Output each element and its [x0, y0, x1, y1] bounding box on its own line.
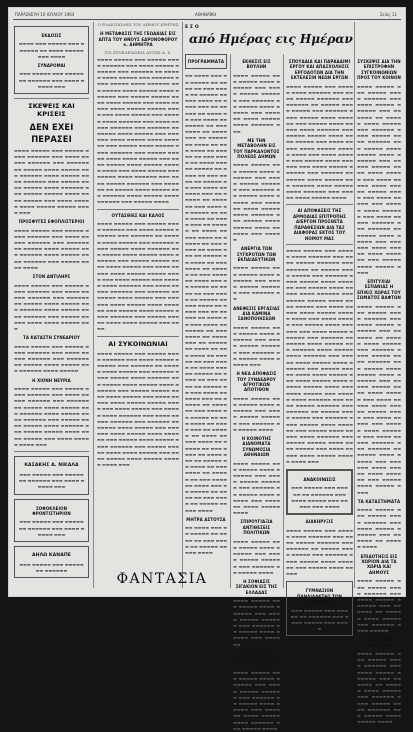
section-heading: ΣΤΟΝ ΑΝΤΙΛΗΡΣ [32, 274, 71, 280]
program-listing: ▬▬ ▬▬▬▬ ▬▬▬ ▬▬ ▬▬▬▬▬ ▬▬ ▬▬▬▬ ▬▬ ▬▬▬ ▬▬▬▬ ▬▬ ▬▬▬▬▬ ▬▬ ▬▬▬ ▬▬▬▬ ▬▬ ▬▬▬▬ ▬▬▬ ▬▬ ▬▬▬▬▬ ▬▬ ▬▬▬▬ ▬▬ ▬▬▬ ▬▬▬▬ ▬▬ ▬▬▬▬▬ ▬▬ ▬▬▬ ▬▬▬▬ ▬▬ ▬▬▬▬ ▬▬▬ ▬▬ ▬▬▬▬▬ ▬▬ ▬▬▬▬ ▬▬ ▬▬▬ ▬▬▬▬ ▬▬ ▬▬▬▬▬ ▬▬ ▬▬▬ ▬▬▬▬ ▬▬ ▬▬▬▬ ▬▬▬ ▬▬ ▬▬▬▬▬ ▬▬ ▬▬▬▬ ▬▬ ▬▬▬ ▬▬▬▬ ▬▬ ▬▬▬▬▬ ▬▬ ▬▬▬ ▬▬▬▬ ▬▬ ▬▬▬▬ ▬▬▬ ▬▬ ▬▬▬▬▬ ▬▬ ▬▬▬▬ ▬▬ ▬▬▬ ▬▬▬▬ ▬▬ ▬▬▬▬▬ ▬▬ ▬▬▬ ▬▬▬▬ ▬▬ ▬▬▬▬ ▬▬▬ ▬▬ ▬▬▬▬▬ ▬▬ ▬▬▬▬ ▬▬ ▬▬▬ ▬▬▬▬ ▬▬ ▬▬▬▬▬ ▬▬ ▬▬▬ ▬▬▬▬ ▬▬ ▬▬▬▬ ▬▬▬ ▬▬ ▬▬▬▬▬ ▬▬ ▬▬▬▬ ▬▬ ▬▬▬ ▬▬▬▬ ▬▬ ▬▬▬▬▬ ▬▬ ▬▬▬ ▬▬▬▬ ▬▬ ▬▬▬▬ ▬▬▬ ▬▬ ▬▬▬▬▬ ▬▬ ▬▬▬▬ ▬▬ ▬▬▬ ▬▬▬▬ ▬▬ ▬▬▬▬▬ ▬▬ ▬▬▬ ▬▬▬▬ ▬▬ ▬▬▬▬ ▬▬▬ ▬▬ ▬▬▬▬▬ ▬▬ ▬▬▬▬ ▬▬ ▬▬▬ ▬▬▬▬ ▬▬ ▬▬▬▬▬ ▬▬ ▬▬▬ ▬▬▬▬ ▬▬ ▬▬▬▬ ▬▬▬ ▬▬ ▬▬▬▬▬ ▬▬ ▬▬▬▬ ▬▬ ▬▬▬ ▬▬▬▬ ▬▬ ▬▬▬▬▬ ▬▬ ▬▬▬ ▬▬▬▬ ▬▬ ▬▬▬▬ ▬▬▬ ▬▬ ▬▬▬▬▬ ▬▬ ▬▬▬▬ ▬▬ ▬▬▬ ▬▬▬▬ ▬▬ ▬▬▬▬▬ ▬▬ ▬▬▬ ▬▬▬▬ ▬▬ ▬▬▬▬ ▬▬▬ ▬▬ ▬▬▬▬▬ ▬▬ ▬▬▬▬ ▬▬ ▬▬▬ ▬▬▬▬ ▬▬ ▬▬▬▬▬ ▬▬ ▬▬▬ ▬▬▬▬ ▬▬ ▬▬▬▬ ▬▬▬ ▬▬ ▬▬▬▬▬ ▬▬ ▬▬▬▬ ▬▬ ▬▬▬ ▬▬▬▬ ▬▬ ▬▬▬▬▬ ▬▬ ▬▬▬ ▬▬▬▬ ▬▬ ▬▬▬▬ ▬▬▬ ▬▬ ▬▬▬▬▬ ▬▬ ▬▬▬▬ ▬▬ ▬▬▬ ▬▬▬▬ ▬▬ ▬▬▬▬▬ ▬▬ ▬▬▬ ▬▬▬▬ ▬▬ ▬▬▬▬ ▬▬▬ ▬▬ ▬▬▬▬▬ ▬▬ ▬▬▬▬ ▬▬ ▬▬▬ ▬▬▬▬ ▬▬ ▬▬▬▬▬ ▬▬ ▬▬▬ ▬▬▬▬ [185, 73, 227, 513]
column-rule [93, 22, 94, 588]
article-text: ▬▬▬▬ ▬▬▬▬▬ ▬▬▬ ▬▬▬▬▬ ▬▬▬▬ ▬▬▬▬▬▬ ▬▬▬ ▬▬▬▬ ▬▬▬▬▬ ▬▬▬▬▬▬ ▬▬▬ ▬▬▬▬▬▬ ▬▬ ▬▬▬▬▬ ▬▬▬▬ [357, 507, 401, 550]
headline-main: ΣΚΕΨΕΙΣ ΚΑΙ ΚΡΙΣΕΙΣ [28, 102, 75, 119]
article-text: ▬▬▬▬ ▬▬▬▬▬ ▬▬▬ ▬▬▬▬▬ ▬▬▬▬ ▬▬▬▬▬▬ ▬▬▬ ▬▬▬▬ ▬▬▬▬▬ ▬▬▬▬▬▬ ▬▬▬ ▬▬▬▬▬▬ ▬▬ ▬▬▬▬▬ ▬▬▬▬ ▬▬▬▬▬ ▬▬▬ ▬▬▬▬▬▬ ▬▬▬▬ ▬▬▬▬▬ [14, 343, 89, 374]
box-heading: ΣΥΝΔΡΟΜΑΙ [37, 63, 66, 69]
rule [286, 244, 353, 245]
headline: Η ΚΟΙΝΟΤΗΣ ΔΙΑΝΟΜΑΤΑ ΣΥΝΩΜΟΣΙΑ ΑΘΗΝΑΙΩΝ [241, 436, 272, 458]
article-text: ▬▬▬▬ ▬▬▬▬▬ ▬▬▬ ▬▬▬▬▬ ▬▬▬▬ ▬▬▬▬▬▬ ▬▬▬ ▬▬▬▬ ▬▬▬▬▬ ▬▬▬▬▬▬ ▬▬▬ ▬▬▬▬▬▬ ▬▬ ▬▬▬▬▬ ▬▬▬▬ ▬▬▬▬▬ ▬▬▬ ▬▬▬▬▬▬ ▬▬▬▬ ▬▬▬▬▬ ▬▬▬▬ ▬▬▬▬▬▬ ▬▬▬ ▬▬▬▬▬ ▬▬▬▬ ▬▬▬▬▬ ▬▬▬▬ ▬▬▬▬▬▬ ▬▬▬ ▬▬▬▬▬ ▬▬▬▬▬ ▬▬▬▬ ▬▬▬▬ ▬▬▬▬▬ ▬▬▬ ▬▬▬▬ ▬▬▬▬▬ ▬▬▬▬ ▬▬▬▬▬ ▬▬▬▬▬ ▬▬▬▬ ▬▬▬ [14, 148, 89, 216]
advert-title: ΔΗΛΩ ΚΑΝΑΠΕ [31, 553, 72, 559]
text-block: ▬▬▬ ▬▬▬▬▬ ▬▬▬ ▬▬▬▬▬ ▬▬ ▬▬▬▬▬▬ ▬▬▬ ▬▬▬▬ ▬▬▬▬▬ ▬▬▬ [18, 71, 85, 89]
rule [97, 336, 179, 337]
column-rule [230, 54, 231, 588]
advert-text: ▬▬▬ ▬▬▬▬▬ ▬▬▬ ▬▬▬▬▬ ▬▬ ▬▬▬▬▬▬ ▬▬▬ ▬▬▬▬ ▬▬▬▬▬ ▬▬▬ ▬▬▬▬ [290, 607, 349, 632]
box-heading: ΕΚΔΟΣΙΣ [41, 33, 62, 38]
column-rule [283, 54, 284, 588]
advert-text: ▬▬▬ ▬▬▬▬▬ ▬▬▬ ▬▬▬▬▬ ▬▬ ▬▬▬▬▬▬ [19, 562, 84, 574]
article-text: ▬▬▬▬ ▬▬▬▬▬ ▬▬▬ ▬▬▬▬▬ ▬▬▬▬ ▬▬▬▬▬▬ ▬▬▬ ▬▬▬▬ ▬▬▬▬▬ ▬▬▬▬▬▬ ▬▬▬ ▬▬▬▬▬▬ ▬▬ ▬▬▬▬▬ ▬▬▬▬ ▬▬▬▬▬ ▬▬▬ ▬▬▬▬▬▬ ▬▬▬▬ ▬▬▬▬▬ ▬▬▬▬ ▬▬▬▬▬▬ ▬▬▬ ▬▬▬▬▬ ▬▬▬▬ ▬▬▬▬▬ ▬▬▬▬ ▬▬▬▬▬▬ ▬▬▬ ▬▬▬▬▬ ▬▬▬▬▬ ▬▬▬▬ ▬▬▬▬ ▬▬▬▬▬ ▬▬▬ ▬▬▬▬ ▬▬▬▬▬ ▬▬▬▬ ▬▬▬▬▬ ▬▬▬▬▬ ▬▬▬▬ ▬▬▬ ▬▬▬▬ ▬▬▬▬▬ ▬▬▬ ▬▬▬▬▬ ▬▬▬▬ ▬▬▬▬▬▬ ▬▬▬ ▬▬▬▬ ▬▬▬▬▬ ▬▬▬▬▬▬ ▬▬▬ ▬▬▬▬▬▬ ▬▬ ▬▬▬▬▬ ▬▬▬▬ ▬▬▬▬▬ ▬▬▬ ▬▬▬▬▬▬ ▬▬▬▬ ▬▬▬▬▬ ▬▬▬▬ ▬▬▬▬▬▬ ▬▬▬ ▬▬▬▬▬ ▬▬▬▬ ▬▬▬▬▬ ▬▬▬▬ [357, 303, 401, 495]
headline: ΟΥΤΑΣΘΙΕΣ ΚΑΙ ΚΑΛΟΣ [111, 212, 165, 218]
headline: ΑΙ ΑΠΟΦΑΣΕΙΣ ΤΗΣ ΑΡΜΟΔΙΑΣ ΕΠΙΤΡΟΠΗΣ ΔΙΕΡΓΟΝ ΠΡΟΣΘΕΤΑ ΠΑΡΑΘΕΣΙΩΝ ΔΙΑ ΤΑΣ ΔΙΑΦΟΡΑΣ ΕΚΤΟΣ ΤΟΥ ΝΟΜΟΥ ΜΑΣ [292, 208, 347, 241]
section-headline: ΑΙ ΣΥΚΟΙΝΩΝΙΑΙ [108, 339, 168, 348]
kicker: Ο ΕΛΑΙΟΠΩΛΗΣ ΤΟΥ ΔΗΜΟΥ ΚΡΗΤΗΣ [97, 22, 179, 27]
rule [14, 98, 89, 99]
announcement-box [286, 469, 353, 515]
headline: ΑΝΕΡΓΙΑ ΤΩΝ ΣΥΓΚΡΟΤΩΝ ΤΩΝ ΕΚΠΑΙΔΕΥΤΙΚΩΝ [236, 246, 277, 262]
header-page-number: Σελίς 11 [379, 12, 397, 17]
advert-box [14, 499, 89, 542]
headline: ΣΠΙΡΟΥΓΙΑΞΙΑ ΑΝΤΙΘΕΣΕΙΣ ΠΟΛΙΤΙΚΩΝ [240, 519, 273, 536]
column-4 [233, 56, 280, 731]
headline: ΔΙΑΚΗΡΥΞΙΣ [305, 519, 334, 525]
headline: ΣΥΣΚΕΨΙΣ ΔΙΑ ΤΗΝ ΕΠΙΣΤΡΟΦΗΝ ΣΥΓΚΟΙΝΩΝΙΩΝ ΠΡΟΣ ΤΟΥ ΚΟΙΝΟΝ [357, 59, 401, 81]
headline: ΕΠΙΤΥΧΙΑΙ ΕΣΠΑΝΙΑΣ Η ΕΠΙΚΙΣ ΧΩΡΑΣ ΤΟΥ ΣΩΜΑΤΟΣ ΒΑΦΤΩΝ [357, 278, 401, 301]
masthead-box [14, 26, 89, 94]
advert-box [14, 456, 89, 495]
column-5 [286, 56, 353, 632]
article-text: ▬▬▬▬ ▬▬▬▬▬ ▬▬▬ ▬▬▬▬▬ ▬▬▬▬ ▬▬▬▬▬▬ ▬▬▬ ▬▬▬▬ ▬▬▬▬▬ ▬▬▬▬▬▬ ▬▬▬ ▬▬▬▬▬▬ ▬▬ ▬▬▬▬▬ ▬▬▬▬ ▬▬▬▬▬ ▬▬▬ ▬▬▬▬▬▬ ▬▬▬▬ ▬▬▬▬▬ ▬▬▬▬ ▬▬▬▬▬▬ ▬▬▬ ▬▬▬▬▬ ▬▬▬▬ ▬▬▬▬ [14, 227, 89, 270]
article-text: ▬▬▬▬ ▬▬▬▬▬ ▬▬▬ ▬▬▬▬▬ ▬▬▬▬ ▬▬▬▬▬▬ ▬▬▬ ▬▬▬▬ ▬▬▬▬▬ ▬▬▬▬▬▬ ▬▬▬ ▬▬▬▬▬▬ ▬▬ ▬▬▬▬▬ ▬▬▬▬ ▬▬▬▬▬ ▬▬▬ ▬▬▬▬▬▬ ▬▬▬▬ ▬▬▬▬▬ ▬▬▬▬ ▬▬▬▬▬▬ ▬▬▬ ▬▬▬▬▬ ▬▬▬▬ ▬▬▬▬▬ ▬▬▬▬ ▬▬▬▬▬▬ ▬▬▬ ▬▬▬▬▬ ▬▬▬▬▬ ▬▬▬▬ ▬▬▬▬ ▬▬▬▬▬ ▬▬▬ ▬▬▬▬ ▬▬▬▬▬ ▬▬▬▬ ▬▬▬▬▬ ▬▬▬▬▬ ▬▬▬▬ ▬▬▬ ▬▬▬▬ ▬▬▬▬▬ ▬▬▬ ▬▬▬▬▬ ▬▬▬▬ ▬▬▬▬▬▬ ▬▬▬ ▬▬▬▬ ▬▬▬▬▬ ▬▬▬▬▬▬ ▬▬▬ ▬▬▬▬▬▬ ▬▬ ▬▬▬▬▬ ▬▬▬▬ ▬▬▬▬▬ ▬▬▬ ▬▬▬▬▬▬ ▬▬▬▬ ▬▬▬▬▬ ▬▬▬▬ ▬▬▬▬▬▬ ▬▬▬ ▬▬▬▬▬ ▬▬▬▬ ▬▬▬▬▬ ▬▬▬▬ [286, 83, 353, 201]
headline: Η ΝΕΑ ΑΠΟΦΑΣΙΣ ΤΟΥ ΣΥΝΔΕΔΡΟΥ ΑΓΡΟΤΙΚΩΝ ΑΠΟΤΙΘΟΝ [236, 371, 277, 393]
section-heading: ΠΡΟΣΦΥΓΕΣ ΕΦΟΠΛΙΣΤΕΡΙΟΙ [18, 219, 85, 225]
column-rule [182, 22, 183, 588]
column-2 [97, 22, 179, 590]
headline: Η ΣΟΦΙΑΣΙΣ ΣΙΓΑΚΙΟΝ ΕΙΣ ΤΗΣ ΕΛΛΑΔΑΣ [235, 578, 278, 595]
section-heading: ΤΑ ΚΑΤΑΣΤΗ ΣΥΝΕΔΡΙΟΥ [23, 335, 80, 341]
article-text: ▬▬▬▬ ▬▬▬▬▬ ▬▬▬ ▬▬▬▬▬ ▬▬▬▬ ▬▬▬▬▬▬ ▬▬▬ ▬▬▬▬ ▬▬▬▬▬ ▬▬▬▬▬▬ ▬▬▬ ▬▬▬▬▬▬ ▬▬ ▬▬▬▬▬ ▬▬▬▬ ▬▬▬▬▬ ▬▬▬ ▬▬▬▬▬▬ ▬▬▬▬ ▬▬▬▬▬ ▬▬▬▬ [233, 460, 280, 516]
article-text: ▬▬▬▬ ▬▬▬▬▬ ▬▬▬ ▬▬▬▬▬ ▬▬▬▬ ▬▬▬▬▬▬ ▬▬▬ ▬▬▬▬ ▬▬▬▬▬ ▬▬▬▬▬▬ ▬▬▬ ▬▬▬▬▬▬ ▬▬ ▬▬▬▬▬ ▬▬▬▬ ▬▬▬▬▬ ▬▬▬ ▬▬▬▬▬▬ [233, 598, 280, 647]
article-text: ▬▬▬▬ ▬▬▬▬▬ ▬▬▬ ▬▬▬▬▬ ▬▬▬▬ ▬▬▬▬▬▬ ▬▬▬ ▬▬▬▬ ▬▬▬▬▬ ▬▬▬▬▬▬ ▬▬▬ ▬▬▬▬▬▬ ▬▬ ▬▬▬▬▬ ▬▬▬▬ ▬▬▬▬▬ ▬▬▬ ▬▬▬▬▬▬ ▬▬▬▬ ▬▬▬▬▬ ▬▬▬▬ ▬▬▬▬▬▬ ▬▬▬ ▬▬▬▬▬ ▬▬▬▬ ▬▬▬▬▬ ▬▬▬▬ ▬▬▬▬▬▬ ▬▬▬ ▬▬▬▬▬ ▬▬▬▬▬ ▬▬▬▬ ▬▬▬▬ ▬▬▬▬▬ ▬▬▬ ▬▬▬▬ ▬▬▬▬▬ ▬▬▬▬ ▬▬▬ [14, 385, 89, 447]
article-text: ▬▬▬▬ ▬▬▬▬▬ ▬▬▬ ▬▬▬▬▬ ▬▬▬▬ ▬▬▬▬▬▬ ▬▬▬ ▬▬▬▬ ▬▬▬▬▬ ▬▬▬▬▬▬ ▬▬▬ ▬▬▬▬▬▬ ▬▬ [233, 265, 280, 302]
advert-box [286, 581, 353, 636]
article-text: ▬▬▬▬ ▬▬▬▬▬ ▬▬▬ ▬▬▬▬▬ ▬▬▬▬ ▬▬▬▬▬▬ ▬▬▬ ▬▬▬▬ ▬▬▬▬▬ ▬▬▬▬▬▬ ▬▬▬ ▬▬▬▬▬▬ ▬▬ ▬▬▬▬▬ ▬▬▬▬ ▬▬▬▬▬ ▬▬▬ ▬▬▬▬▬▬ ▬▬▬▬ ▬▬▬▬▬ ▬▬▬▬ ▬▬▬▬▬▬ ▬▬▬ [233, 72, 280, 134]
banner-title: από Ημέρας εις Ημέραν [189, 32, 353, 46]
column-title: Ε Σ Ο [185, 25, 199, 30]
headline: ΕΠΙΔΟΤΗΣΙΣ ΕΙΣ ΧΩΡΙΟΝ ΔΙΑ ΤΑ ΧΩΡΙΑ ΚΑΙ ΔΗΜΟΥΣ [360, 553, 398, 575]
article-text: ▬▬▬▬ ▬▬▬▬▬ ▬▬▬ ▬▬▬▬▬ ▬▬▬▬ ▬▬▬▬▬▬ ▬▬▬ ▬▬▬▬ ▬▬▬▬▬ ▬▬▬▬▬▬ ▬▬▬ ▬▬▬▬▬▬ ▬▬ ▬▬▬▬▬ ▬▬▬▬ ▬▬▬▬▬ ▬▬▬ ▬▬▬▬▬▬ ▬▬▬▬ ▬▬▬▬▬ ▬▬▬▬ ▬▬▬▬▬▬ ▬▬▬ ▬▬▬▬▬ ▬▬▬▬ [233, 669, 280, 731]
header-masthead: ΑΘΗΝΑΪΚΗ [195, 12, 217, 17]
article-text: ▬▬▬▬ ▬▬▬▬▬ ▬▬▬ ▬▬▬▬▬ ▬▬▬▬ ▬▬▬▬▬▬ ▬▬▬ ▬▬▬▬ ▬▬▬▬▬ ▬▬▬▬▬▬ ▬▬▬ ▬▬▬▬▬▬ ▬▬ ▬▬▬▬▬ ▬▬▬▬ [233, 395, 280, 432]
headline: ΤΑ ΚΑΤΑΣΤΗΜΑΤΑ [357, 498, 401, 504]
headline: ΕΚΘΕΣΙΣ ΕΙΣ ΒΟΥΛΗΝ [242, 59, 271, 70]
advert-title: ΓΥΜΝΑΣΙΟΝ ΠΑΝΔΙΔΑΚΤΗΣ ΤΩΝ ΚΛΑΣΣΙΚΩΝ [297, 588, 342, 605]
article-text: ▬▬▬▬ ▬▬▬▬▬ ▬▬▬ ▬▬▬▬▬ ▬▬▬▬ ▬▬▬▬▬▬ ▬▬▬ ▬▬▬▬ ▬▬▬▬▬ ▬▬▬▬▬▬ ▬▬▬ ▬▬▬▬▬▬ ▬▬ ▬▬▬▬▬ ▬▬▬▬ ▬▬▬▬▬ ▬▬▬ ▬▬▬▬▬▬ ▬▬▬▬ ▬▬▬▬▬ ▬▬▬▬ ▬▬▬▬▬▬ ▬▬▬ ▬▬▬▬▬ ▬▬▬▬▬ ▬▬▬▬ ▬▬▬▬ ▬▬▬▬▬ ▬▬▬ [14, 282, 89, 331]
announcement-title: ΑΝΑΚΟΙΝΩΣΙΣ [303, 477, 336, 483]
headline: ΑΝΕΦΕΣΙΣ ΕΡΓΑΣΙΑΣ ΔΙΑ ΚΑΜΙΝΑ ΣΑΝΟΠΟΙΗΣΕΩΝ [233, 305, 280, 322]
subheading: ΤΙΣ ΣΥΝΕΔΡΙΑΣΕΙΣ ΑΥΤΗΣ Α. Σ. [104, 50, 172, 56]
article-text: ▬▬▬▬ ▬▬▬▬▬ ▬▬▬ ▬▬▬▬▬ ▬▬▬▬ ▬▬▬▬▬▬ ▬▬▬ ▬▬▬▬ ▬▬▬▬▬ ▬▬▬▬▬▬ ▬▬▬ ▬▬▬▬▬▬ ▬▬ ▬▬▬▬▬ ▬▬▬▬ ▬▬▬▬▬ ▬▬▬ ▬▬▬▬▬▬ ▬▬▬▬ ▬▬▬▬▬ ▬▬▬▬ ▬▬▬▬▬▬ ▬▬▬ ▬▬▬▬▬ ▬▬▬▬ ▬▬▬▬▬ ▬▬▬▬ ▬▬▬▬▬▬ ▬▬▬ ▬▬▬▬▬ [233, 162, 280, 242]
article-text: ▬▬▬▬ ▬▬▬▬▬ ▬▬▬ ▬▬▬▬▬ ▬▬▬▬ ▬▬▬▬▬▬ ▬▬▬ ▬▬▬▬ ▬▬▬▬▬ ▬▬▬▬▬▬ ▬▬▬ ▬▬▬▬▬▬ ▬▬ ▬▬▬▬▬ ▬▬▬▬ ▬▬▬▬▬ ▬▬▬ ▬▬▬▬▬▬ ▬▬▬▬ ▬▬▬▬▬ ▬▬▬▬ ▬▬▬▬▬▬ ▬▬▬ ▬▬▬▬▬ ▬▬▬▬ ▬▬▬▬▬ ▬▬▬▬ ▬▬▬▬▬▬ ▬▬▬ ▬▬▬▬▬ ▬▬▬▬▬ ▬▬▬▬ ▬▬▬▬ ▬▬▬▬▬ ▬▬▬ ▬▬▬▬ ▬▬▬▬▬ ▬▬▬▬ ▬▬▬▬▬ ▬▬▬▬▬ ▬▬▬▬ ▬▬▬ ▬▬▬▬ ▬▬▬▬▬ ▬▬▬ ▬▬▬▬▬ ▬▬▬▬ ▬▬▬▬▬▬ ▬▬▬ ▬▬▬▬ ▬▬▬▬▬ ▬▬▬▬▬▬ ▬▬▬ ▬▬▬▬▬▬ ▬▬ ▬▬▬▬▬ ▬▬▬▬ ▬▬▬▬▬ ▬▬▬ ▬▬▬▬▬▬ ▬▬▬▬ ▬▬▬▬▬ ▬▬▬▬ ▬▬▬▬▬▬ ▬▬▬ ▬▬▬▬▬ ▬▬▬▬ ▬▬▬▬▬ ▬▬▬▬ ▬▬▬▬▬▬ ▬▬▬ ▬▬▬▬▬ ▬▬▬▬▬ ▬▬▬▬ ▬▬▬▬ ▬▬▬▬▬ ▬▬▬ ▬▬▬▬ [97, 220, 179, 332]
program-listing: ▬▬ ▬▬▬▬ ▬▬▬ ▬▬ ▬▬▬▬▬ ▬▬ ▬▬▬▬ ▬▬ ▬▬▬ ▬▬▬▬ ▬▬ ▬▬▬▬▬ ▬▬ ▬▬▬ ▬▬▬▬ [185, 525, 227, 556]
headline: ΜΕ ΤΗΝ ΜΕΤΑΒΟΛΗΝ ΕΙΣ ΤΟΥ ΠΑΡΚΑΛΟΝΤΟΣ ΠΟΛΕΩΣ ΔΗΜΩΝ [233, 137, 280, 160]
article-text: ▬▬▬▬ ▬▬▬▬▬ ▬▬▬ ▬▬▬▬▬ ▬▬▬▬ ▬▬▬▬▬▬ ▬▬▬ ▬▬▬▬ ▬▬▬▬▬ ▬▬▬▬▬▬ ▬▬▬ ▬▬▬▬▬▬ ▬▬ ▬▬▬▬▬ ▬▬▬▬ ▬▬▬▬▬ ▬▬▬ ▬▬▬▬▬▬ ▬▬▬▬ ▬▬▬▬▬ [357, 578, 401, 633]
article-text: ▬▬▬▬ ▬▬▬▬▬ ▬▬▬ ▬▬▬▬▬ ▬▬▬▬ ▬▬▬▬▬▬ ▬▬▬ ▬▬▬▬ ▬▬▬▬▬ ▬▬▬▬▬▬ ▬▬▬ ▬▬▬▬▬▬ ▬▬ ▬▬▬▬▬ ▬▬▬▬ ▬▬▬▬▬ ▬▬▬ ▬▬▬▬▬▬ ▬▬▬▬ ▬▬▬▬▬ ▬▬▬▬ ▬▬▬▬▬▬ ▬▬▬ ▬▬▬▬▬ ▬▬▬▬ ▬▬▬▬▬ ▬▬▬▬ ▬▬▬▬▬▬ ▬▬▬ ▬▬▬▬▬ ▬▬▬▬▬ ▬▬▬▬ ▬▬▬▬ ▬▬▬▬▬ ▬▬▬ ▬▬▬▬ ▬▬▬▬▬ ▬▬▬▬ ▬▬▬▬▬ ▬▬▬▬▬ ▬▬▬▬ ▬▬▬ ▬▬▬▬ ▬▬▬▬▬ ▬▬▬ ▬▬▬▬▬ ▬▬▬▬ ▬▬▬▬▬▬ ▬▬▬ ▬▬▬▬ ▬▬▬▬▬ ▬▬▬▬▬▬ ▬▬▬ ▬▬▬▬▬▬ ▬▬ ▬▬▬▬▬ ▬▬▬▬ ▬▬▬▬▬ ▬▬▬ ▬▬▬▬▬▬ ▬▬▬▬ ▬▬▬▬▬ ▬▬▬▬ ▬▬▬▬▬▬ ▬▬▬ ▬▬▬▬▬ ▬▬▬▬ ▬▬▬▬▬ ▬▬▬▬ [357, 83, 401, 275]
headline: Η ΜΕΤΑΦΑΣΙΣ ΤΗΣ ΓΕΩΔΑΙΑΣ ΕΙΣ ΑΠΤΑ ΤΟΥ ΘΝΟΥΣ ΕΔΡΟΝΟΦΟΡΟΥ κ. ΔΗΜΗΤΡΑ [98, 31, 178, 48]
section-heading: Η ΧΙΟΝΗ ΝΕΥΡΙΑ [32, 377, 71, 383]
advert-text: ▬▬▬ ▬▬▬▬▬ ▬▬▬ ▬▬▬▬▬ ▬▬ ▬▬▬▬▬▬ ▬▬▬ ▬▬▬▬ ▬▬▬▬▬ ▬▬▬ [18, 471, 85, 490]
column-3 [185, 22, 227, 590]
text-block: ▬▬▬▬ ▬▬▬ ▬▬▬▬▬ ▬▬▬ ▬▬▬▬▬▬ ▬▬ ▬▬▬▬ ▬▬▬▬▬ ▬▬▬ ▬▬▬▬ [18, 41, 85, 59]
article-text: ▬▬▬▬ ▬▬▬▬▬ ▬▬▬ ▬▬▬▬▬ ▬▬▬▬ ▬▬▬▬▬▬ ▬▬▬ ▬▬▬▬ ▬▬▬▬▬ ▬▬▬▬▬▬ ▬▬▬ ▬▬▬▬▬▬ ▬▬ ▬▬▬▬▬ ▬▬▬▬ ▬▬▬▬▬ ▬▬▬ ▬▬▬▬▬▬ ▬▬▬▬ ▬▬▬▬▬ ▬▬▬▬ ▬▬▬▬▬▬ ▬▬▬ ▬▬▬▬▬ ▬▬▬▬ ▬▬▬▬▬ ▬▬▬▬ ▬▬▬▬▬▬ ▬▬▬ ▬▬▬▬▬ ▬▬▬▬▬ ▬▬▬▬ ▬▬▬▬ ▬▬▬▬▬ ▬▬▬ ▬▬▬▬ ▬▬▬▬▬ ▬▬▬▬ ▬▬▬▬▬ ▬▬▬▬▬ ▬▬▬▬ ▬▬▬ ▬▬▬▬ ▬▬▬▬▬ ▬▬▬ ▬▬▬▬▬ ▬▬▬▬ ▬▬▬▬▬▬ ▬▬▬ ▬▬▬▬ ▬▬▬▬▬ ▬▬▬▬▬▬ ▬▬▬ ▬▬▬▬▬▬ ▬▬ ▬▬▬▬▬ ▬▬▬▬ ▬▬▬▬▬ ▬▬▬ ▬▬▬▬▬▬ ▬▬▬▬ ▬▬▬▬▬ ▬▬▬▬ ▬▬▬▬▬▬ ▬▬▬ ▬▬▬▬▬ ▬▬▬▬ ▬▬▬▬▬ ▬▬▬▬ ▬▬▬▬▬▬ ▬▬▬ ▬▬▬▬▬ ▬▬▬▬▬ ▬▬▬▬ ▬▬▬▬ ▬▬▬▬▬ ▬▬▬ ▬▬▬▬ ▬▬▬▬▬ ▬▬▬▬ ▬▬▬▬▬ ▬▬▬▬▬ ▬▬▬▬ ▬▬▬ ▬▬▬▬ ▬▬▬▬▬ ▬▬▬ ▬▬▬▬▬ ▬▬▬▬ ▬▬▬▬▬▬ ▬▬▬ ▬▬▬▬ ▬▬▬▬▬ ▬▬▬▬▬▬ ▬▬▬ ▬▬▬▬▬▬ ▬▬ ▬▬▬▬▬ ▬▬▬▬ ▬▬▬▬▬ ▬▬▬ ▬▬▬▬▬▬ ▬▬▬▬ ▬▬▬▬▬ ▬▬▬▬ ▬▬▬▬▬▬ ▬▬▬ ▬▬▬▬▬ ▬▬▬▬ [97, 56, 179, 205]
article-text: ▬▬▬▬ ▬▬▬▬▬ ▬▬▬ ▬▬▬▬▬ ▬▬▬▬ ▬▬▬▬▬▬ ▬▬▬ ▬▬▬▬ ▬▬▬▬▬ ▬▬▬▬▬▬ ▬▬▬ ▬▬▬▬▬▬ ▬▬ ▬▬▬▬▬ ▬▬▬▬ [233, 538, 280, 575]
advert-title: ΚΑΣΑΚΗΣ Α. ΝΙΚΑΛΑ [24, 462, 79, 468]
header-rule [13, 19, 401, 20]
advert-box [14, 546, 89, 578]
rule [97, 209, 179, 210]
headline: ΑΝΑΖΗΤΗΣΙΣ ΤΟΥ ΠΟΛΙΤΟΥ ΟΠΤΙΚΟΥ ΤΟΥ ΚΥΡΙΑΡΧ [234, 650, 279, 667]
header-date: ΠΑΡΑΣΚΕΥΗ 10 ΙΟΥΛΙΟΥ 1964 [15, 12, 75, 17]
article-text: ▬▬▬▬ ▬▬▬▬▬ ▬▬▬ ▬▬▬▬▬ ▬▬▬▬ ▬▬▬▬▬▬ ▬▬▬ ▬▬▬▬ ▬▬▬▬▬ ▬▬▬▬▬▬ ▬▬▬ ▬▬▬▬▬▬ ▬▬ ▬▬▬▬▬ ▬▬▬▬ ▬▬▬▬▬ ▬▬▬ ▬▬▬▬▬▬ ▬▬▬▬ ▬▬▬▬▬ ▬▬▬▬ ▬▬▬▬▬▬ ▬▬▬ ▬▬▬▬▬ ▬▬▬▬ ▬▬▬▬▬ [286, 527, 353, 577]
rule [14, 451, 89, 452]
program-box-title: ΠΡΟΓΡΑΜΜΑΤΑ [187, 59, 225, 64]
fantasia-advert: ΦΑΝΤΑΣΙΑ [116, 571, 208, 587]
advert-title: ΣΟΦΟΚΛΕΙΟΝ ΦΡΟΝΤΙΣΤΗΡΙΟΝ [32, 505, 71, 516]
headline: ΣΠΟΥΔΑΙΑ ΚΑΙ ΠΑΡΑΔΑΙΜΙ ΕΡΓΟΥ ΚΑΙ ΑΠΑΣΧΟΛΗΣΙΣ ΕΡΓΟΔΟΤΩΝ ΔΙΑ ΤΗΝ ΕΚΤΕΛΕΣΙΝ ΝΕΩΝ ΕΡΓΩΝ [288, 59, 351, 81]
column-6 [357, 56, 401, 725]
newspaper-page [8, 7, 406, 731]
article-text: ▬▬▬▬ ▬▬▬▬▬ ▬▬▬ ▬▬▬▬▬ ▬▬▬▬ ▬▬▬▬▬▬ ▬▬▬ ▬▬▬▬ ▬▬▬▬▬ ▬▬▬▬▬▬ ▬▬▬ ▬▬▬▬▬▬ ▬▬ ▬▬▬▬▬ ▬▬▬▬ ▬▬▬▬▬ ▬▬▬ [233, 324, 280, 367]
column-1 [14, 22, 89, 590]
column-rule [354, 22, 355, 588]
advert-text: ▬▬▬ ▬▬▬▬▬ ▬▬▬ ▬▬▬▬▬ ▬▬ ▬▬▬▬▬▬ ▬▬▬ ▬▬▬▬ ▬▬▬▬▬ ▬▬▬ [18, 519, 85, 537]
article-text: ▬▬▬▬ ▬▬▬▬▬ ▬▬▬ ▬▬▬▬▬ ▬▬▬▬ ▬▬▬▬▬▬ ▬▬▬ ▬▬▬▬ ▬▬▬▬▬ ▬▬▬▬▬▬ ▬▬▬ ▬▬▬▬▬▬ ▬▬ ▬▬▬▬▬ ▬▬▬▬ ▬▬▬▬▬ ▬▬▬ ▬▬▬▬▬▬ ▬▬▬▬ ▬▬▬▬▬ ▬▬▬▬ ▬▬▬▬▬▬ ▬▬▬ ▬▬▬▬▬ ▬▬▬▬ ▬▬▬▬▬ ▬▬▬▬ ▬▬▬▬▬▬ ▬▬▬ ▬▬▬▬▬ ▬▬▬▬▬ ▬▬▬▬ ▬▬▬▬ ▬▬▬▬▬ ▬▬▬ ▬▬▬▬ ▬▬▬▬▬ ▬▬▬▬ ▬▬▬▬▬ ▬▬▬▬▬ ▬▬▬▬ ▬▬▬ ▬▬▬▬ ▬▬▬▬▬ ▬▬▬ ▬▬▬▬▬ ▬▬▬▬ ▬▬▬▬▬▬ ▬▬▬ ▬▬▬▬ ▬▬▬▬▬ ▬▬▬▬▬▬ ▬▬▬ ▬▬▬▬▬▬ ▬▬ ▬▬▬▬▬ ▬▬▬▬ ▬▬▬▬▬ ▬▬▬ ▬▬▬▬▬▬ ▬▬▬▬ ▬▬▬▬▬ ▬▬▬▬ ▬▬▬▬▬▬ ▬▬▬ ▬▬▬▬▬ ▬▬▬▬ ▬▬▬▬▬ ▬▬▬▬ ▬▬▬▬▬▬ ▬▬▬ ▬▬▬▬▬ ▬▬▬▬▬ ▬▬▬▬ ▬▬▬▬ ▬▬▬▬▬ ▬▬▬ ▬▬▬▬ ▬▬▬▬▬ ▬▬▬▬ ▬▬▬▬▬ ▬▬▬▬▬ ▬▬▬▬ ▬▬▬ ▬▬▬▬ ▬▬▬▬▬ ▬▬▬ ▬▬▬▬▬ ▬▬▬▬ ▬▬▬▬▬▬ ▬▬▬ ▬▬▬▬ ▬▬▬▬▬ ▬▬▬▬▬▬ ▬▬▬ ▬▬▬▬▬▬ ▬▬ ▬▬▬▬▬ ▬▬▬▬ ▬▬▬▬▬ ▬▬▬ ▬▬▬▬▬▬ ▬▬▬▬ ▬▬▬▬▬ ▬▬▬▬ ▬▬▬▬▬▬ ▬▬▬ ▬▬▬▬▬ ▬▬▬▬ ▬▬▬▬▬ ▬▬▬▬ ▬▬▬▬▬▬ ▬▬▬ ▬▬▬▬▬ ▬▬▬▬▬ ▬▬▬▬ ▬▬▬▬ ▬▬▬▬▬ ▬▬▬ ▬▬▬▬ ▬▬▬▬▬ ▬▬▬▬ ▬▬▬▬▬ ▬▬▬▬▬ ▬▬▬▬ ▬▬▬ [286, 247, 353, 464]
spacer [185, 34, 227, 50]
announcement-text: ▬▬▬ ▬▬▬▬▬ ▬▬▬ ▬▬▬▬▬ ▬▬ ▬▬▬▬▬▬ ▬▬▬ ▬▬▬▬ ▬▬▬▬▬ ▬▬▬ ▬▬▬▬▬ ▬▬▬ ▬▬▬▬ [291, 485, 348, 510]
headline: ΕΠΙΣΤΡΟΦΗ ΣΥΝΕΔΡΙΩΝ [365, 637, 393, 648]
article-text: ▬▬▬▬ ▬▬▬▬▬ ▬▬▬ ▬▬▬▬▬ ▬▬▬▬ ▬▬▬▬▬▬ ▬▬▬ ▬▬▬▬ ▬▬▬▬▬ ▬▬▬▬▬▬ ▬▬▬ ▬▬▬▬▬▬ ▬▬ ▬▬▬▬▬ ▬▬▬▬ ▬▬▬▬▬ ▬▬▬ ▬▬▬▬▬▬ ▬▬▬▬ ▬▬▬▬▬ ▬▬▬▬ ▬▬▬▬▬▬ ▬▬▬ ▬▬▬▬▬ ▬▬▬▬ ▬▬▬▬▬ ▬▬▬▬ ▬▬▬▬▬▬ ▬▬▬ ▬▬▬▬▬ ▬▬▬▬▬ ▬▬▬▬ ▬▬▬▬ ▬▬▬▬▬ ▬▬▬ ▬▬▬▬ ▬▬▬▬▬ ▬▬▬▬ ▬▬▬▬▬ ▬▬▬▬▬ ▬▬▬▬ ▬▬▬ ▬▬▬▬ ▬▬▬▬▬ ▬▬▬ ▬▬▬▬▬ ▬▬▬▬ ▬▬▬▬▬▬ ▬▬▬ ▬▬▬▬ ▬▬▬▬▬ ▬▬▬▬▬▬ ▬▬▬ ▬▬▬▬▬▬ ▬▬ ▬▬▬▬▬ ▬▬▬▬ ▬▬▬▬▬ ▬▬▬ ▬▬▬▬▬▬ ▬▬▬▬ ▬▬▬▬▬ ▬▬▬▬ ▬▬▬▬▬▬ ▬▬▬ ▬▬▬▬▬ ▬▬▬▬ ▬▬▬▬▬ ▬▬▬▬ ▬▬▬▬▬▬ ▬▬▬ ▬▬▬▬▬ ▬▬▬▬▬ ▬▬▬▬ ▬▬▬▬ ▬▬▬▬▬ ▬▬▬ ▬▬▬▬ ▬▬▬▬▬ ▬▬▬▬ ▬▬▬▬▬ ▬▬▬▬▬ ▬▬▬▬ ▬▬▬ [97, 350, 179, 468]
headline-title: ΔΕΝ ΕΧΕΙ ΠΕΡΑΣΕΙ [29, 122, 74, 145]
program-box [185, 54, 227, 69]
rule [286, 204, 353, 205]
article-text: ▬▬▬▬ ▬▬▬▬▬ ▬▬▬ ▬▬▬▬▬ ▬▬▬▬ ▬▬▬▬▬▬ ▬▬▬ ▬▬▬▬ ▬▬▬▬▬ ▬▬▬▬▬▬ ▬▬▬ ▬▬▬▬▬▬ ▬▬ ▬▬▬▬▬ ▬▬▬▬ ▬▬▬▬▬ ▬▬▬ ▬▬▬▬▬▬ ▬▬▬▬ ▬▬▬▬▬ ▬▬▬▬ ▬▬▬▬▬▬ ▬▬▬ ▬▬▬▬▬ ▬▬▬▬ ▬▬▬▬▬ ▬▬▬▬ [357, 650, 401, 725]
section-heading: ΜΗΤΡΑ ΑΣΤΟΥΣΑ [186, 516, 226, 522]
